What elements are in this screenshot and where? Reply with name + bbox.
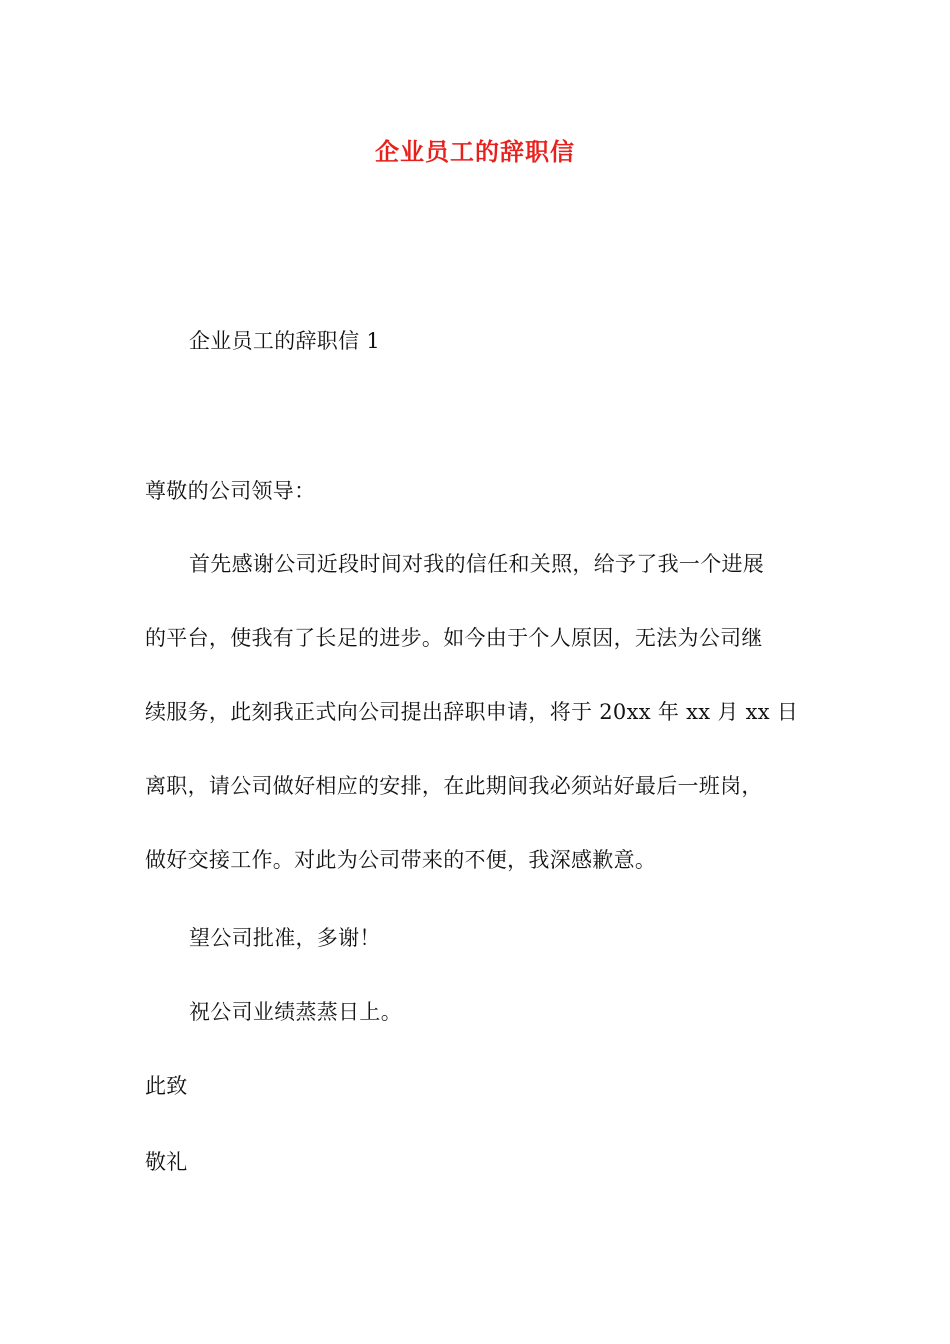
document-title: 企业员工的辞职信 <box>375 137 575 166</box>
request-line: 望公司批准，多谢！ <box>189 926 381 950</box>
letter-subtitle: 企业员工的辞职信 1 <box>189 329 381 353</box>
body-line-3: 续服务，此刻我正式向公司提出辞职申请，将于 20xx 年 xx 月 xx 日 <box>145 700 799 724</box>
body-line-1: 首先感谢公司近段时间对我的信任和关照，给予了我一个进展 <box>189 552 765 576</box>
body-line-4: 离职，请公司做好相应的安排，在此期间我必须站好最后一班岗， <box>145 774 763 798</box>
salutation: 尊敬的公司领导： <box>145 479 316 503</box>
closing-line-2: 敬礼 <box>145 1150 188 1174</box>
closing-line-1: 此致 <box>145 1074 188 1098</box>
wish-line: 祝公司业绩蒸蒸日上。 <box>189 1000 402 1024</box>
body-line-2: 的平台，使我有了长足的进步。如今由于个人原因，无法为公司继 <box>145 626 763 650</box>
body-line-5: 做好交接工作。对此为公司带来的不便，我深感歉意。 <box>145 848 657 872</box>
